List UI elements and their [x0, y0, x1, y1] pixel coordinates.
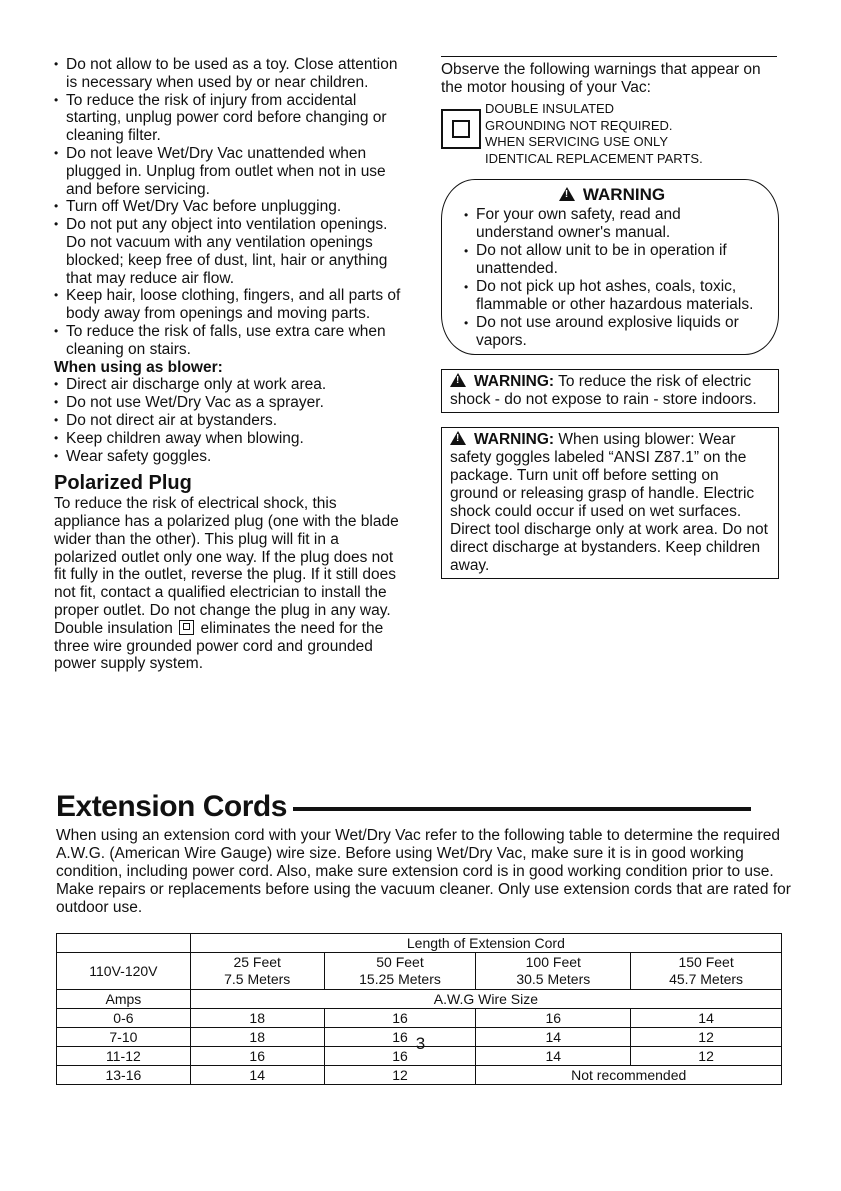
heading-rule: [293, 807, 751, 811]
awg-cell: 14: [190, 1066, 324, 1085]
double-insulated-line: IDENTICAL REPLACEMENT PARTS.: [485, 150, 703, 166]
amps-cell: 7-10: [57, 1028, 191, 1047]
bullet-item: • Do not allow to be used as a toy. Close attention is necessary when used by or near children.: [54, 56, 404, 92]
amps-cell: 13-16: [57, 1066, 191, 1085]
awg-cell: 16: [476, 1009, 631, 1028]
warning-title: !WARNING: [464, 184, 760, 206]
table-row: [57, 1009, 782, 1028]
extension-cords-heading: Extension Cords: [56, 790, 287, 823]
double-insulated-label: [441, 101, 781, 167]
warning-label: WARNING:: [474, 373, 555, 390]
double-insulation-icon: [441, 109, 481, 149]
awg-cell: 16: [324, 1047, 476, 1066]
length-cell: 50 Feet 15.25 Meters: [324, 953, 476, 990]
extension-cords-paragraph: When using an extension cord with your Wet/Dry Vac refer to the following table to determine the required A.W.G. (American Wire Gauge) wire size. Before using Wet/Dry Vac, make sure it is in good working condition, including power cord. Also, make sure extension cord is in good working condition prior to use. Make repairs or replacements before using the vacuum cleaner. Only use extension cords that are rated for outdoor use.: [56, 827, 791, 916]
bullet-item: • Keep children away when blowing.: [54, 430, 404, 448]
bullet-item: • Turn off Wet/Dry Vac before unplugging.: [54, 198, 404, 216]
polarized-plug-heading: Polarized Plug: [54, 472, 192, 495]
awg-cell: 18: [190, 1009, 324, 1028]
warning-bullet: • For your own safety, read and understand owner's manual.: [464, 206, 760, 242]
warning-triangle-icon: [450, 431, 466, 445]
rain-warning-box: [441, 369, 779, 413]
awg-cell: 14: [631, 1009, 782, 1028]
bullet-item: • Keep hair, loose clothing, fingers, and all parts of body away from openings and moving parts.: [54, 287, 404, 323]
warning-text: To reduce the risk of electric shock - do not expose to rain - store indoors.: [450, 373, 757, 408]
warning-bullet: • Do not allow unit to be in operation if unattended.: [464, 242, 760, 278]
bullet-item: • To reduce the risk of injury from accidental starting, unplug power cord before changing or cleaning filter.: [54, 92, 404, 145]
blower-bullets: [54, 376, 404, 465]
right-column: [441, 56, 781, 579]
warning-triangle-icon: [559, 187, 575, 201]
bullet-item: • Wear safety goggles.: [54, 448, 404, 466]
table-row: [57, 990, 782, 1009]
length-cell: 25 Feet 7.5 Meters: [190, 953, 324, 990]
blower-warning-box: [441, 427, 779, 579]
awg-cell: 16: [324, 1028, 476, 1047]
awg-cell: 16: [324, 1009, 476, 1028]
blower-heading: When using as blower:: [54, 358, 223, 376]
warning-bullet: • Do not pick up hot ashes, coals, toxic, flammable or other hazardous materials.: [464, 278, 760, 314]
awg-cell: 18: [190, 1028, 324, 1047]
safety-bullets: [54, 56, 404, 359]
bullet-item: • Do not leave Wet/Dry Vac unattended when plugged in. Unplug from outlet when not in use and before servicing.: [54, 145, 404, 198]
bullet-item: • To reduce the risk of falls, use extra care when cleaning on stairs.: [54, 323, 404, 359]
page-number: 3: [415, 1034, 426, 1053]
table-row: [57, 1066, 782, 1085]
not-recommended-cell: Not recommended: [476, 1066, 782, 1085]
awg-cell: 12: [631, 1047, 782, 1066]
table-cell: [57, 934, 191, 953]
bullet-item: • Direct air discharge only at work area.: [54, 376, 404, 394]
voltage-cell: 110V-120V: [57, 953, 191, 990]
polarized-text-part-1: To reduce the risk of electrical shock, this appliance has a polarized plug (one with the blade wider than the other). This plug will fit in a polarized outlet only one way. If the plug does not fit fully in the outlet, reverse the plug. If it still does not fit, contact a qualified electrician to install the proper outlet. Do not change the plug in any way. Double insulation: [54, 495, 399, 637]
motor-housing-intro: Observe the following warnings that appear on the motor housing of your Vac:: [441, 61, 761, 96]
double-insulated-line: GROUNDING NOT REQUIRED.: [485, 117, 673, 133]
bullet-item: • Do not direct air at bystanders.: [54, 412, 404, 430]
table-row: [57, 953, 782, 990]
bullet-item: • Do not use Wet/Dry Vac as a sprayer.: [54, 394, 404, 412]
left-column: [54, 56, 404, 673]
amps-header: Amps: [57, 990, 191, 1009]
warning-label: WARNING:: [474, 431, 555, 448]
top-rule: [441, 56, 777, 57]
double-insulated-line: WHEN SERVICING USE ONLY: [485, 134, 668, 149]
awg-cell: 12: [324, 1066, 476, 1085]
bullet-item: • Do not put any object into ventilation openings. Do not vacuum with any ventilation openings blocked; keep free of dust, lint, hair or anything that may reduce air flow.: [54, 216, 404, 287]
amps-cell: 11-12: [57, 1047, 191, 1066]
polarized-plug-text: [54, 495, 404, 673]
table-row: [57, 934, 782, 953]
awg-table: [56, 933, 782, 1085]
awg-header: A.W.G Wire Size: [190, 990, 781, 1009]
polarized-text-part-2: eliminates the need for the three wire grounded power cord and grounded power supply system.: [54, 619, 384, 673]
double-insulated-line: DOUBLE INSULATED: [485, 101, 615, 116]
length-cell: 100 Feet 30.5 Meters: [476, 953, 631, 990]
awg-cell: 14: [476, 1047, 631, 1066]
extension-cords-header: [56, 790, 751, 824]
awg-cell: 16: [190, 1047, 324, 1066]
awg-cell: 14: [476, 1028, 631, 1047]
double-insulation-icon: [179, 620, 194, 635]
length-cell: 150 Feet 45.7 Meters: [631, 953, 782, 990]
warning-bullet: • Do not use around explosive liquids or vapors.: [464, 314, 760, 350]
warning-triangle-icon: [450, 373, 466, 387]
warning-text: When using blower: Wear safety goggles labeled “ANSI Z87.1” on the package. Turn unit off before setting on ground or releasing grasp of handle. Electric shock could occur if used on wet surfaces. Direct tool discharge only at work area. Do not direct discharge at bystanders. Keep children away.: [450, 431, 768, 574]
warning-oval: [441, 179, 779, 355]
awg-cell: 12: [631, 1028, 782, 1047]
amps-cell: 0-6: [57, 1009, 191, 1028]
length-header: Length of Extension Cord: [190, 934, 781, 953]
